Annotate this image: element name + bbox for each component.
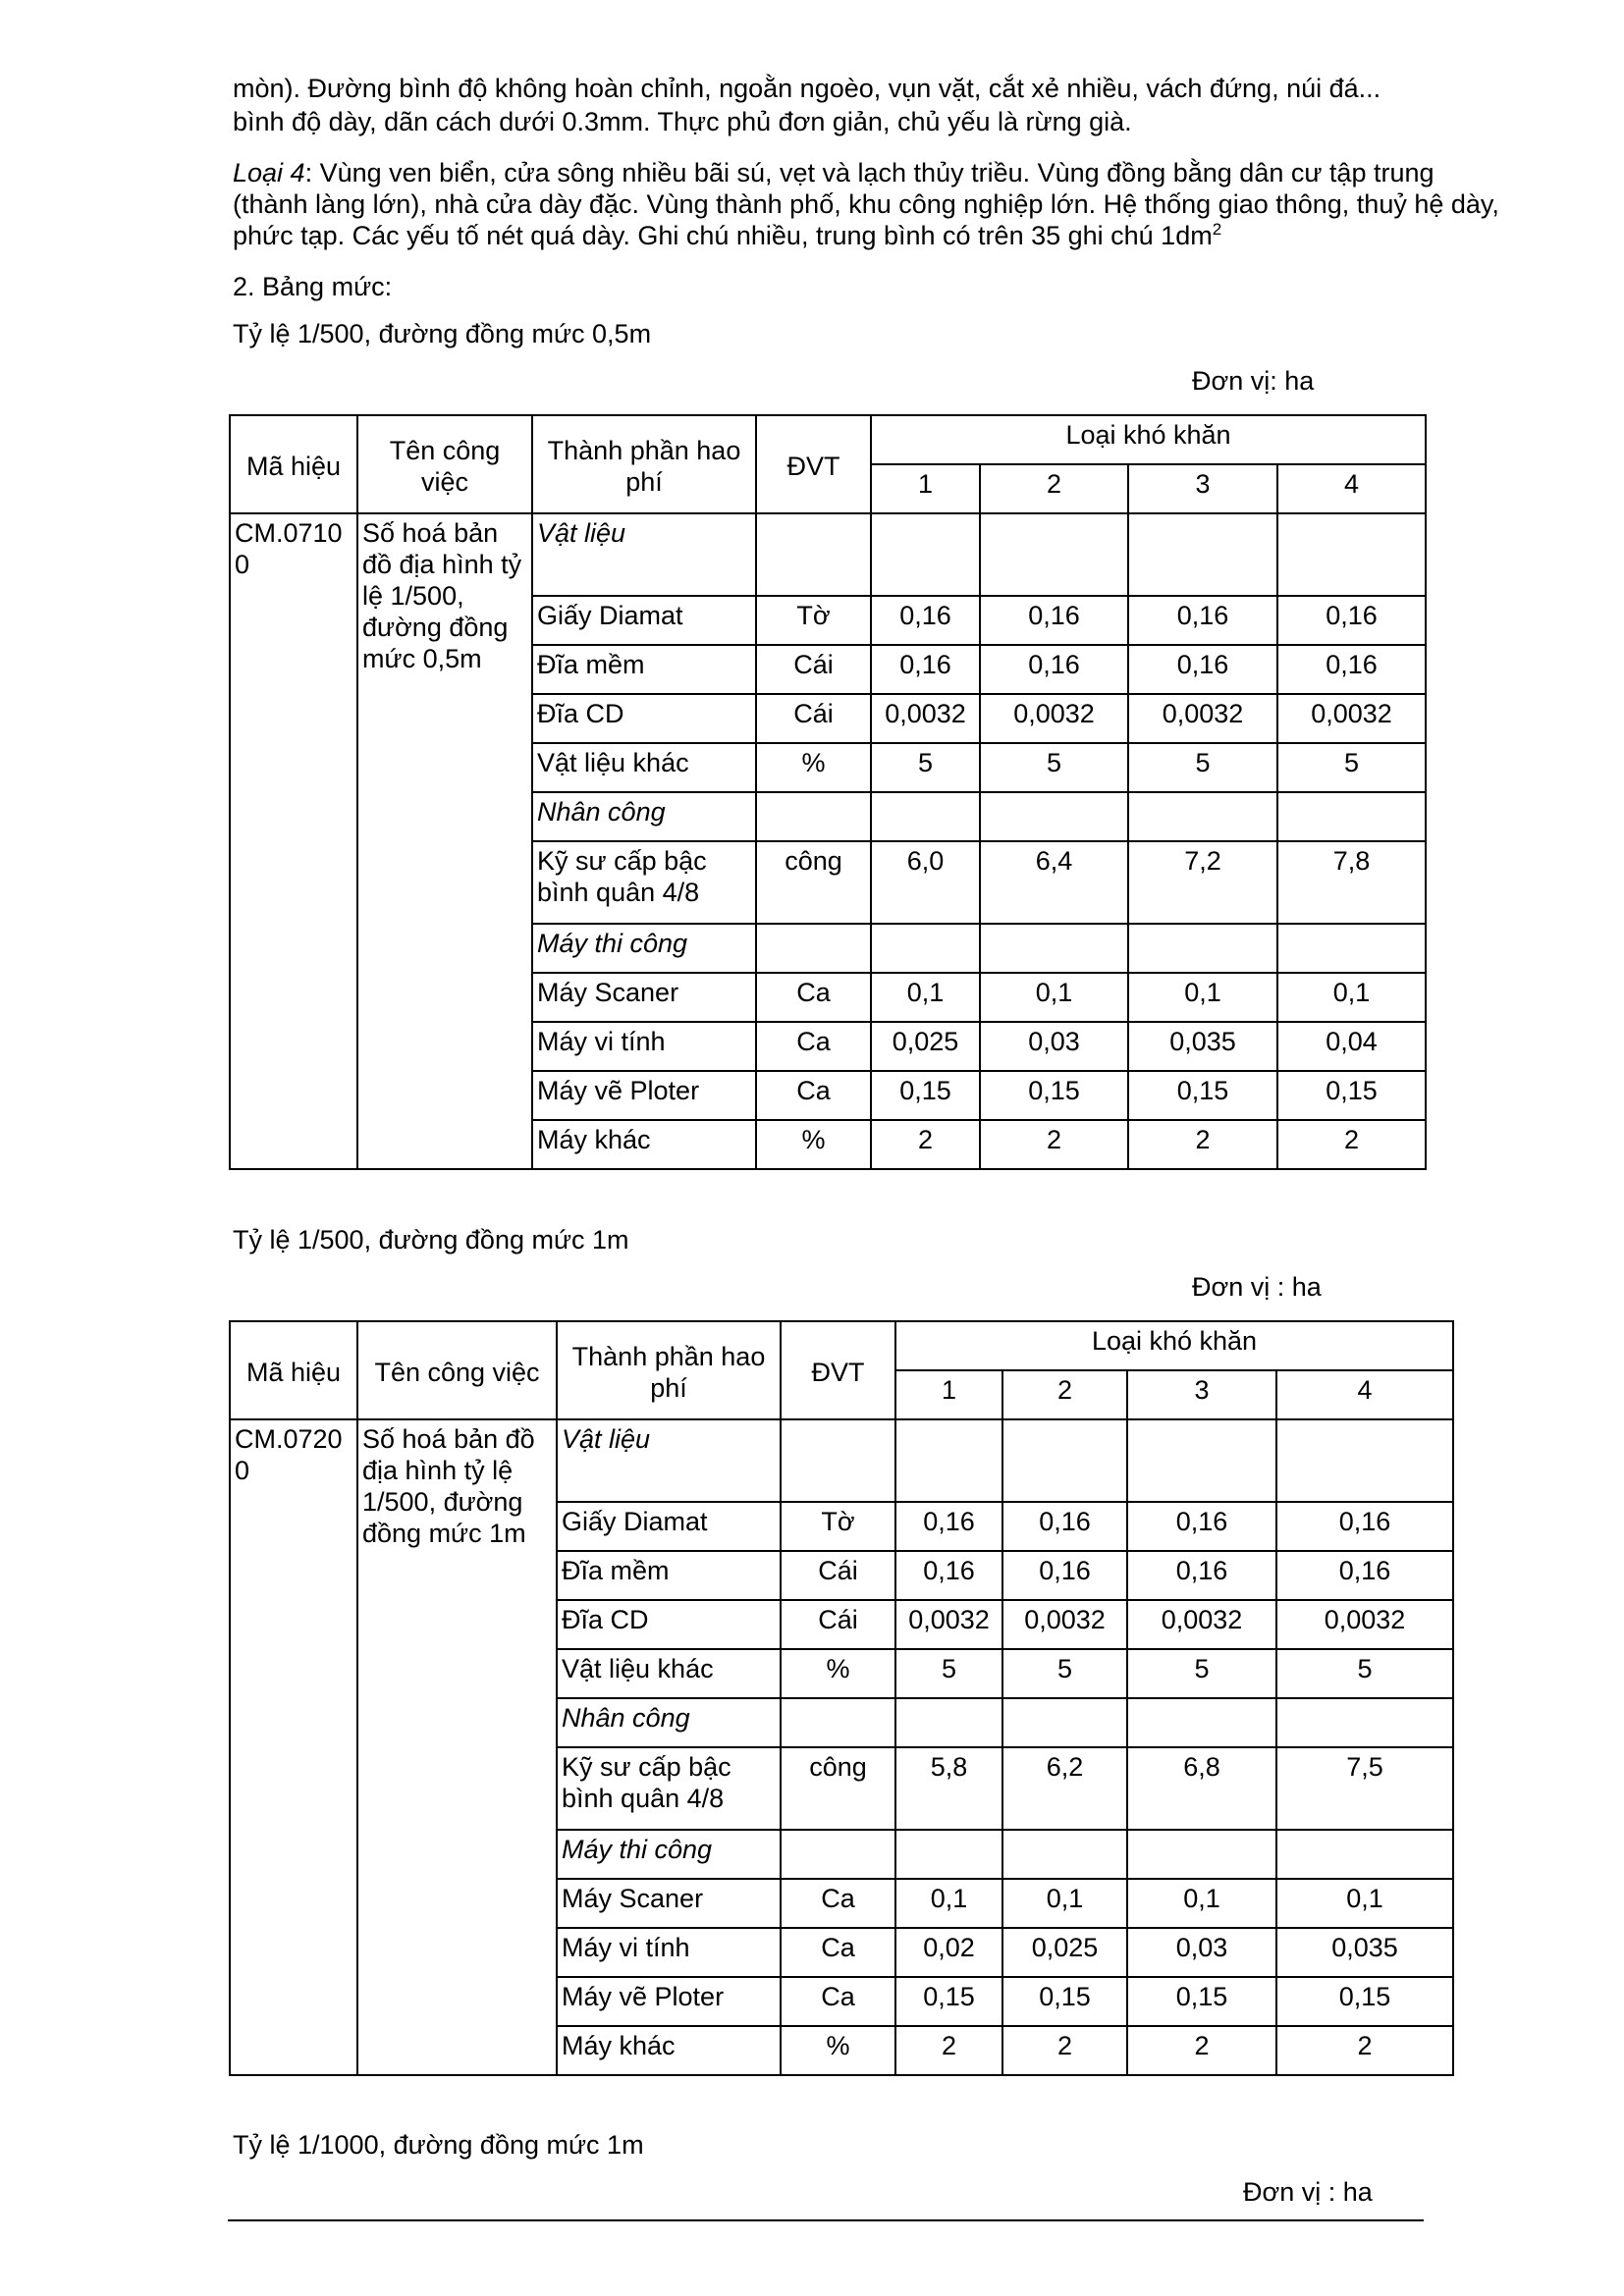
value-cell: 2 — [895, 2026, 1002, 2075]
value-cell: 0,15 — [895, 1977, 1002, 2026]
value-cell: 5 — [1277, 743, 1426, 792]
component-cell: Đĩa mềm — [532, 645, 756, 694]
unit-cell: Ca — [781, 1879, 895, 1928]
value-cell: 5,8 — [895, 1747, 1002, 1830]
unit-cell: % — [781, 1649, 895, 1698]
value-cell — [1128, 924, 1277, 973]
footer-rule — [228, 2219, 1424, 2221]
value-cell: 2 — [1002, 2026, 1127, 2075]
value-cell: 0,16 — [871, 645, 980, 694]
component-header: Thành phần hao phí — [557, 1321, 781, 1419]
component-cell: Kỹ sư cấp bậc bình quân 4/8 — [557, 1747, 781, 1830]
unit-cell — [756, 924, 871, 973]
level-3-header: 3 — [1128, 464, 1277, 513]
table1-caption: Tỷ lệ 1/500, đường đồng mức 0,5m — [233, 319, 652, 348]
difficulty-header: Loại khó khăn — [871, 415, 1426, 464]
value-cell: 2 — [1277, 1120, 1426, 1169]
value-cell: 0,16 — [1276, 1502, 1453, 1551]
value-cell: 6,0 — [871, 841, 980, 924]
header-row — [230, 415, 1426, 464]
value-cell: 0,0032 — [980, 694, 1128, 743]
group-label-cell: Vật liệu — [532, 513, 756, 596]
value-cell: 5 — [1002, 1649, 1127, 1698]
unit-cell: công — [781, 1747, 895, 1830]
intro-line-2: bình độ dày, dãn cách dưới 0.3mm. Thực phủ đơn giản, chủ yếu là rừng già. — [233, 107, 1132, 136]
component-cell: Máy Scaner — [557, 1879, 781, 1928]
loai4-text: : Vùng ven biển, cửa sông nhiều bãi sú, vẹt và lạch thủy triều. Vùng đồng bằng dân cư tập trung (thành làng lớn), nhà cửa dày đặc. Vùng thành phố, khu công nghiệp lớn. Hệ thống giao thông, thuỷ hệ dày, phức tạp. Các yếu tố nét quá dày. Ghi chú nhiều, trung bình có trên 35 ghi chú 1dm — [233, 158, 1499, 250]
value-cell — [980, 924, 1128, 973]
value-cell: 0,15 — [1128, 1071, 1277, 1120]
group-label-cell: Nhân công — [532, 792, 756, 841]
level-3-header: 3 — [1127, 1370, 1276, 1419]
value-cell: 0,02 — [895, 1928, 1002, 1977]
value-cell: 0,15 — [1002, 1977, 1127, 2026]
value-cell: 0,0032 — [871, 694, 980, 743]
unit-cell — [756, 792, 871, 841]
unit-cell: Cái — [781, 1551, 895, 1600]
group-label-cell: Nhân công — [557, 1698, 781, 1747]
value-cell — [871, 924, 980, 973]
value-cell — [1002, 1830, 1127, 1879]
value-cell: 5 — [1276, 1649, 1453, 1698]
unit-header: ĐVT — [781, 1321, 895, 1419]
value-cell: 0,16 — [1002, 1551, 1127, 1600]
value-cell: 5 — [1128, 743, 1277, 792]
value-cell: 0,025 — [871, 1022, 980, 1071]
work-name-cell: Số hoá bản đồ địa hình tỷ lệ 1/500, đường đồng mức 1m — [357, 1419, 557, 2075]
norm-table-1 — [229, 414, 1427, 1170]
value-cell: 0,15 — [871, 1071, 980, 1120]
value-cell: 0,16 — [895, 1502, 1002, 1551]
value-cell: 0,16 — [1277, 645, 1426, 694]
value-cell — [871, 513, 980, 596]
value-cell: 0,03 — [1127, 1928, 1276, 1977]
value-cell: 5 — [1127, 1649, 1276, 1698]
value-cell — [980, 513, 1128, 596]
unit-cell: Ca — [781, 1928, 895, 1977]
value-cell — [1128, 513, 1277, 596]
value-cell: 0,1 — [1277, 973, 1426, 1022]
value-cell — [1128, 792, 1277, 841]
value-cell — [871, 792, 980, 841]
level-1-header: 1 — [895, 1370, 1002, 1419]
value-cell — [1127, 1419, 1276, 1502]
value-cell: 0,16 — [1127, 1502, 1276, 1551]
value-cell: 0,1 — [1128, 973, 1277, 1022]
component-cell: Máy khác — [532, 1120, 756, 1169]
value-cell: 6,4 — [980, 841, 1128, 924]
table-row — [230, 1419, 1453, 1502]
component-cell: Máy vi tính — [532, 1022, 756, 1071]
value-cell: 0,16 — [1128, 596, 1277, 645]
value-cell: 0,16 — [1002, 1502, 1127, 1551]
level-4-header: 4 — [1276, 1370, 1453, 1419]
section-heading: 2. Bảng mức: — [233, 272, 393, 301]
level-2-header: 2 — [1002, 1370, 1127, 1419]
unit-cell: Cái — [756, 645, 871, 694]
value-cell: 5 — [871, 743, 980, 792]
value-cell: 0,1 — [1127, 1879, 1276, 1928]
value-cell: 0,0032 — [1128, 694, 1277, 743]
value-cell: 0,15 — [1127, 1977, 1276, 2026]
table3-caption: Tỷ lệ 1/1000, đường đồng mức 1m — [233, 2130, 644, 2160]
value-cell: 0,035 — [1276, 1928, 1453, 1977]
code-cell: CM.07200 — [230, 1419, 357, 2075]
value-cell: 0,1 — [980, 973, 1128, 1022]
value-cell: 0,16 — [1128, 645, 1277, 694]
value-cell: 0,0032 — [1127, 1600, 1276, 1649]
table2-caption: Tỷ lệ 1/500, đường đồng mức 1m — [233, 1225, 629, 1255]
value-cell: 7,8 — [1277, 841, 1426, 924]
table3-unit-note: Đơn vị : ha — [1243, 2177, 1373, 2207]
value-cell: 0,16 — [1277, 596, 1426, 645]
code-cell: CM.07100 — [230, 513, 357, 1169]
value-cell: 2 — [1128, 1120, 1277, 1169]
unit-cell: Ca — [756, 1071, 871, 1120]
loai4-paragraph — [233, 157, 1499, 251]
value-cell: 0,16 — [1276, 1551, 1453, 1600]
component-cell: Giấy Diamat — [532, 596, 756, 645]
value-cell: 7,2 — [1128, 841, 1277, 924]
value-cell: 7,5 — [1276, 1747, 1453, 1830]
table-row — [230, 513, 1426, 596]
unit-cell: Ca — [756, 973, 871, 1022]
value-cell: 2 — [980, 1120, 1128, 1169]
component-cell: Đĩa mềm — [557, 1551, 781, 1600]
table1-unit-note: Đơn vị: ha — [1192, 366, 1315, 396]
work-name-cell: Số hoá bản đồ địa hình tỷ lệ 1/500, đường đồng mức 0,5m — [357, 513, 532, 1169]
value-cell: 2 — [1127, 2026, 1276, 2075]
unit-header: ĐVT — [756, 415, 871, 513]
unit-cell — [781, 1698, 895, 1747]
loai4-label: Loại 4 — [233, 158, 305, 187]
unit-cell: Tờ — [756, 596, 871, 645]
value-cell — [1276, 1830, 1453, 1879]
header-row — [230, 1321, 1453, 1370]
component-cell: Kỹ sư cấp bậc bình quân 4/8 — [532, 841, 756, 924]
value-cell — [1127, 1698, 1276, 1747]
value-cell: 0,1 — [871, 973, 980, 1022]
value-cell: 0,1 — [1276, 1879, 1453, 1928]
value-cell: 0,0032 — [895, 1600, 1002, 1649]
work-header: Tên công việc — [357, 415, 532, 513]
value-cell: 2 — [1276, 2026, 1453, 2075]
value-cell: 0,04 — [1277, 1022, 1426, 1071]
value-cell: 0,16 — [871, 596, 980, 645]
difficulty-header: Loại khó khăn — [895, 1321, 1453, 1370]
value-cell — [1276, 1419, 1453, 1502]
value-cell — [1127, 1830, 1276, 1879]
component-header: Thành phần hao phí — [532, 415, 756, 513]
value-cell — [1002, 1698, 1127, 1747]
value-cell: 5 — [980, 743, 1128, 792]
value-cell — [1277, 924, 1426, 973]
component-cell: Máy vi tính — [557, 1928, 781, 1977]
value-cell: 0,15 — [980, 1071, 1128, 1120]
unit-cell: Ca — [756, 1022, 871, 1071]
value-cell: 0,0032 — [1276, 1600, 1453, 1649]
value-cell: 0,035 — [1128, 1022, 1277, 1071]
code-header: Mã hiệu — [230, 1321, 357, 1419]
level-4-header: 4 — [1277, 464, 1426, 513]
component-cell: Giấy Diamat — [557, 1502, 781, 1551]
component-cell: Vật liệu khác — [532, 743, 756, 792]
value-cell: 0,1 — [895, 1879, 1002, 1928]
value-cell: 0,1 — [1002, 1879, 1127, 1928]
work-header: Tên công việc — [357, 1321, 557, 1419]
value-cell: 0,15 — [1277, 1071, 1426, 1120]
component-cell: Vật liệu khác — [557, 1649, 781, 1698]
unit-cell: % — [756, 1120, 871, 1169]
group-label-cell: Máy thi công — [557, 1830, 781, 1879]
value-cell — [980, 792, 1128, 841]
group-label-cell: Máy thi công — [532, 924, 756, 973]
component-cell: Đĩa CD — [532, 694, 756, 743]
value-cell — [1277, 513, 1426, 596]
unit-cell: công — [756, 841, 871, 924]
component-cell: Máy vẽ Ploter — [532, 1071, 756, 1120]
unit-cell: Cái — [756, 694, 871, 743]
value-cell — [895, 1419, 1002, 1502]
value-cell: 6,8 — [1127, 1747, 1276, 1830]
value-cell: 0,16 — [980, 645, 1128, 694]
unit-cell: Tờ — [781, 1502, 895, 1551]
component-cell: Máy khác — [557, 2026, 781, 2075]
value-cell: 2 — [871, 1120, 980, 1169]
component-cell: Máy Scaner — [532, 973, 756, 1022]
value-cell: 0,03 — [980, 1022, 1128, 1071]
component-cell: Máy vẽ Ploter — [557, 1977, 781, 2026]
unit-cell: Ca — [781, 1977, 895, 2026]
level-1-header: 1 — [871, 464, 980, 513]
unit-cell — [756, 513, 871, 596]
unit-cell — [781, 1419, 895, 1502]
level-2-header: 2 — [980, 464, 1128, 513]
value-cell — [1002, 1419, 1127, 1502]
unit-cell: Cái — [781, 1600, 895, 1649]
unit-cell: % — [781, 2026, 895, 2075]
unit-cell: % — [756, 743, 871, 792]
value-cell — [1277, 792, 1426, 841]
code-header: Mã hiệu — [230, 415, 357, 513]
value-cell: 0,0032 — [1002, 1600, 1127, 1649]
table2-unit-note: Đơn vị : ha — [1192, 1272, 1322, 1302]
group-label-cell: Vật liệu — [557, 1419, 781, 1502]
value-cell — [895, 1698, 1002, 1747]
unit-cell — [781, 1830, 895, 1879]
component-cell: Đĩa CD — [557, 1600, 781, 1649]
value-cell: 0,16 — [980, 596, 1128, 645]
value-cell: 0,0032 — [1277, 694, 1426, 743]
intro-line-1: mòn). Đường bình độ không hoàn chỉnh, ngoằn ngoèo, vụn vặt, cắt xẻ nhiều, vách đứng, núi đá... — [233, 74, 1381, 103]
value-cell — [1276, 1698, 1453, 1747]
value-cell: 0,16 — [895, 1551, 1002, 1600]
value-cell: 6,2 — [1002, 1747, 1127, 1830]
loai4-superscript: 2 — [1212, 220, 1222, 239]
norm-table-2 — [229, 1320, 1454, 2076]
value-cell — [895, 1830, 1002, 1879]
value-cell: 5 — [895, 1649, 1002, 1698]
value-cell: 0,16 — [1127, 1551, 1276, 1600]
value-cell: 0,025 — [1002, 1928, 1127, 1977]
value-cell: 0,15 — [1276, 1977, 1453, 2026]
